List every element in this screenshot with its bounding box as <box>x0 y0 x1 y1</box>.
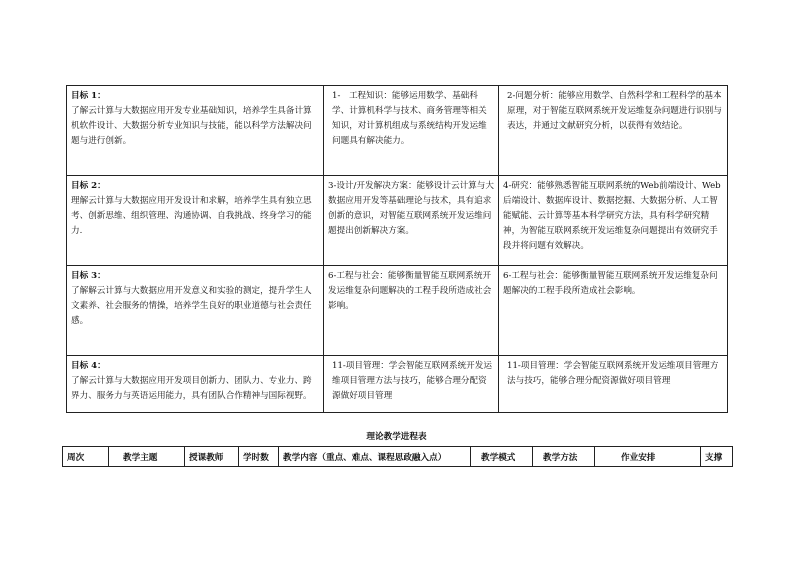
goal-title: 目标 2： <box>71 181 106 191</box>
column-header-mode: 教学模式 <box>471 447 533 467</box>
graduation-requirement-cell: 11-项目管理：学会智能互联网系统开发运维项目管理方法与技巧，能够合理分配资源做好项目管理 <box>324 356 499 413</box>
graduation-requirement-cell: 1- 工程知识：能够运用数学、基础科学、计算机科学与技术、商务管理等相关知识，对计算机组成与系统结构开发运维问题具有解决能力。 <box>324 86 499 176</box>
goal-row-4 <box>67 356 728 413</box>
schedule-header-row <box>63 447 733 467</box>
goal-row-3 <box>67 266 728 356</box>
goal-description: 了解云计算与大数据应用开发专业基础知识，培养学生具备计算机软件设计、大数据分析专业知识与技能，能以科学方法解决问题与进行创新。 <box>71 106 312 146</box>
graduation-requirement-cell: 2-问题分析：能够应用数学、自然科学和工程科学的基本原理，对于智能互联网系统开发运维复杂问题进行识别与表达，并通过文献研究分析，以获得有效结论。 <box>499 86 728 176</box>
goal-row-2 <box>67 176 728 266</box>
graduation-requirement-cell: 3-设计/开发解决方案：能够设计云计算与大数据应用开发等基础理论与技术，具有追求创新的意识，对智能互联网系统开发运维问题提出创新解决方案。 <box>324 176 499 266</box>
column-header-support: 支撑 <box>701 447 733 467</box>
column-header-method: 教学方法 <box>533 447 595 467</box>
graduation-requirement-cell: 6-工程与社会：能够衡量智能互联网系统开发运维复杂问题解决的工程手段所造成社会影响。 <box>499 266 728 356</box>
goal-title: 目标 1： <box>71 91 106 101</box>
graduation-requirement-cell: 4-研究：能够熟悉智能互联网系统的Web前端设计、Web后端设计、数据库设计、数据挖掘、大数据分析、人工智能赋能、云计算等基本科学研究方法，具有科学研究精神，为智能互联网系统开发运维复杂问题提出有效研究手段并将问题有效解决。 <box>499 176 728 266</box>
graduation-requirement-cell: 11-项目管理：学会智能互联网系统开发运维项目管理方法与技巧，能够合理分配资源做好项目管理 <box>499 356 728 413</box>
goal-cell <box>67 176 324 266</box>
column-header-homework: 作业安排 <box>595 447 701 467</box>
goal-cell <box>67 356 324 413</box>
column-header-topic: 教学主题 <box>109 447 185 467</box>
course-goals-table <box>66 85 728 413</box>
goal-cell <box>67 266 324 356</box>
goal-title: 目标 4： <box>71 361 106 371</box>
goal-cell <box>67 86 324 176</box>
column-header-content: 教学内容（重点、难点、课程思政融入点） <box>279 447 471 467</box>
graduation-requirement-cell: 6-工程与社会：能够衡量智能互联网系统开发运维复杂问题解决的工程手段所造成社会影响。 <box>324 266 499 356</box>
column-header-week: 周次 <box>63 447 109 467</box>
goal-description: 理解云计算与大数据应用开发设计和求解，培养学生具有独立思考、创新思维、组织管理、沟通协调、自我挑战、终身学习的能力. <box>71 196 312 236</box>
column-header-hours: 学时数 <box>239 447 279 467</box>
schedule-title: 理论教学进程表 <box>366 432 427 442</box>
goal-description: 了解解云计算与大数据应用开发意义和实验的测定，提升学生人文素养、社会服务的情操，培养学生良好的职业道德与社会责任感。 <box>71 286 312 326</box>
teaching-schedule-table <box>62 446 733 467</box>
goal-description: 了解云计算与大数据应用开发项目创新力、团队力、专业力、跨界力、服务力与英语运用能力，具有团队合作精神与国际视野。 <box>71 376 312 401</box>
goal-row-1 <box>67 86 728 176</box>
column-header-teacher: 授课教师 <box>185 447 239 467</box>
goal-title: 目标 3： <box>71 271 106 281</box>
